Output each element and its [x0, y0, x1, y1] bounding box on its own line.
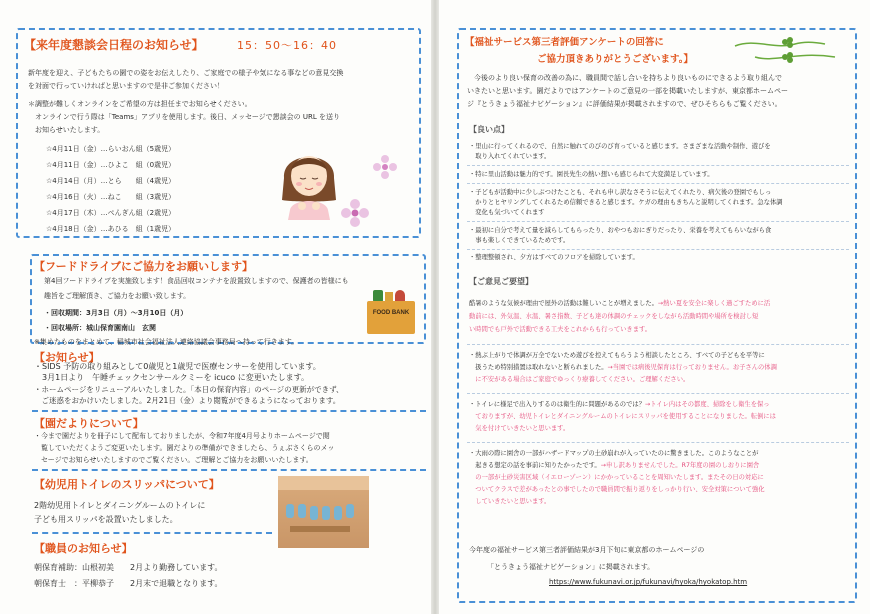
good-point: ・特に里山活動は魅力的です。園長先生の熱い想いも感じられて大変満足しています。: [469, 171, 714, 178]
result-line: 今年度の福祉サービス第三者評価結果が3月下旬に東京都のホームページの: [469, 546, 705, 554]
meeting-note-2: オンラインで行う際は「Teams」アプリを使用します。後日、メッセージで懇談会の URL を送り: [28, 113, 341, 121]
meeting-note-1: ＊調整が難しくオンラインをご希望の方は担任までお知らせください。: [28, 100, 252, 108]
meeting-note-3: お知らせいたします。: [28, 126, 105, 134]
good-point: 取り入れてくれています。: [469, 153, 551, 160]
opinion-line: ・トイレに様足で出入りするのは衛生的に問題があるのでは？→トイレ内はその都度、掃除をし衛生を保っ: [469, 401, 770, 408]
survey-title-2: ご協力頂きありがとうございます。】: [537, 54, 693, 65]
opinion-line: の一部が土砂災害区域（イエローゾーン）にかかっていることを周知いたします。またその日の対応に: [469, 474, 764, 481]
notice-line: ・ホームページをリニューアルいたしました。「本日の保育内容」のページの更新ができず、: [34, 385, 344, 394]
staff-line: 朝保育士 ：平柳恭子 2月末で退職となります。: [34, 579, 223, 588]
survey-intro: いきたいと思います。園だよりではアンケートのご意見の一部を掲載いたしますが、東京都ホームペー: [467, 87, 789, 95]
food-bank-illustration: [367, 290, 415, 334]
survey-intro: ジ『とうきょう福祉ナビゲーション』に評価結果が掲載されますので、ぜひそちらもご覧ください。: [467, 100, 782, 108]
schedule-item: ☆4月16日（火）…ねこ 組（3歳児）: [46, 193, 176, 201]
schedule-item: ☆4月11日（金）…らいおん組（5歳児）: [46, 145, 176, 153]
slippers-line: 子ども用スリッパを設置いたしました。: [34, 515, 178, 524]
survey-intro: 今後のより良い保育の改善の為に、職員間で話し合いを持ちより良いものにできるよう取り組んで: [467, 74, 782, 82]
divider: [32, 532, 272, 534]
good-point: 事も楽しくできているためです。: [469, 237, 570, 244]
opinion-title: 【ご意見ご要望】: [469, 277, 533, 286]
opinion-line: ておりますが、幼児トイレとダイニングルームのトイレにスリッパを使用することになりました。転倒には: [469, 413, 776, 420]
divider: [467, 249, 849, 250]
good-point: ・子どもが活動中に少しぶつけたことも、それも申し訳なさそうに伝えてくれたり、病欠後の登園でもしっ: [469, 189, 772, 196]
right-page: [439, 0, 870, 614]
opinion-line: 起きる想定の話を事前に知りたかったです。→申し訳ありませんでした。R7年度の園のしおりに園舎: [469, 462, 760, 469]
food-drive-place: ・回収場所：城山保育園南山 玄関: [44, 324, 156, 332]
good-point: 変化も気づいてくれます: [469, 209, 545, 216]
opinion-line: ついてクラスで差があったとの事でしたので職員間で振り返りをしっかり行い、安全対策について強化: [469, 486, 765, 493]
girl-illustration: [278, 140, 340, 220]
good-point: ・里山に行ってくれるので、自然に触れてのびのび育っていると感じます。さまざまな活動や制作、遊びを: [469, 143, 771, 150]
slippers-title: 【幼児用トイレのスリッパについて】: [34, 478, 220, 491]
opinion-line: に不安がある場合はご家庭でゆっくり療養してください。ご理解ください。: [469, 376, 690, 383]
divider: [467, 393, 849, 394]
flower-icon: [338, 196, 372, 230]
letter-line: ・今まで園だよりを冊子にして配布しておりましたが、令和7年度4月号よりホームページで閲: [34, 432, 330, 440]
divider: [467, 183, 849, 184]
good-points-title: 【良い点】: [469, 125, 509, 134]
meeting-intro-1: 新年度を迎え、子どもたちの園での姿をお伝えしたり、ご家庭での様子や気になる事などの意見交換: [28, 69, 344, 77]
navigation-link[interactable]: https://www.fukunavi.or.jp/fukunavi/hyoka/hyokatop.htm: [549, 578, 748, 586]
opinion-line: ・大雨の際に園舎の一部がハザードマップの土砂崩れが入っていたのに驚きました。このようなことが: [469, 450, 759, 457]
page-fold: [431, 0, 439, 614]
schedule-item: ☆4月17日（木）…ぺんぎん組（2歳児）: [46, 209, 176, 217]
notice-line: ご迷惑をおかけいたしました。2月21日（金）より閲覧ができるようになっております。: [34, 396, 341, 405]
letter-line: 覧していただくようご変更いたします。園だよりの準備ができましたら、うぇぶさくらのメッ: [34, 444, 335, 452]
divider: [32, 410, 426, 412]
slippers-photo: [278, 476, 369, 548]
food-drive-title: 【フードドライブにご協力をお願いします】: [34, 260, 254, 273]
notice-line: ・SIDS 予防の取り組みとして0歳児と1歳児で医療センサーを使用しています。: [34, 362, 321, 371]
food-drive-line: 第4回フードドライブを実施致します！食品回収コンテナを設置致しますので、保護者の皆様にも: [44, 277, 349, 285]
left-page: [0, 0, 431, 614]
flower-icon: [370, 152, 400, 182]
notice-title: 【お知らせ】: [34, 351, 100, 364]
clover-icon: [755, 49, 835, 65]
food-drive-line: 趣旨をご理解頂き、ご協力をお願い致します。: [44, 292, 191, 300]
divider: [32, 469, 426, 471]
meeting-intro-2: を対面で行っていければと思いますので是非ご参加ください！: [28, 82, 224, 90]
letter-line: セージでお知らせいたしますのでご覧ください。ご理解とご協力をお願いいたします。: [34, 456, 313, 464]
staff-title: 【職員のお知らせ】: [34, 542, 133, 555]
letter-title: 【園だよりについて】: [34, 417, 144, 430]
schedule-item: ☆4月14日（月）…とら 組（4歳児）: [46, 177, 176, 185]
good-point: かりとヒヤリングしてくれるため信頼できると感じます。ケガの理由もきちんと説明してくれます。急な体調: [469, 199, 783, 206]
notice-line: 3月1日より 午睡チェックセンサールクミーを icuco に変更いたします。: [34, 373, 310, 382]
result-line-2: 「とうきょう福祉ナビゲーション」に掲載されます。: [487, 563, 655, 571]
good-point: ・最初に自分で考えて量を減らしてもらったり、おやつもおにぎりだったり、栄養を考えてもらいながら食: [469, 227, 772, 234]
opinion-line: 扱うため特別措置は取れないと断られました。→当園では病後児保育は行っておりません。お子さんの体調: [469, 364, 777, 371]
divider: [467, 221, 849, 222]
opinion-line: 酷暑のような気候が理由で屋外の活動は難しいことが増えました。→熱い夏を安全に楽しく過ごすために活: [469, 300, 771, 307]
opinion-line: 気を付けていきたいと思います。: [469, 425, 570, 432]
divider: [467, 165, 849, 166]
schedule-item: ☆4月11日（金）…ひよこ 組（0歳児）: [46, 161, 176, 169]
food-drive-period: ・回収期間：3月3日（月）〜3月10日（月）: [44, 309, 188, 317]
meeting-time: 15：50〜16：40: [237, 39, 337, 52]
food-bank-label: FOOD BANK: [372, 310, 410, 316]
divider: [467, 442, 849, 443]
good-point: ・整理整頓され、夕方はすべてのフロアを掃除しています。: [469, 254, 639, 261]
opinion-line: していきたいと思います。: [469, 498, 551, 505]
opinion-line: ・熱ぶ上がりで体調が万全でないため遊びを控えてもらうよう相談したところ、すべての子どもを平等に: [469, 352, 765, 359]
slippers-line: 2階幼児用トイレとダイニングルームのトイレに: [34, 501, 206, 510]
survey-title-1: 【福祉サービス第三者評価アンケートの回答に: [465, 37, 664, 48]
opinion-line: い時間でも戸外で活動できる工夫をこれからも行っていきます。: [469, 326, 652, 333]
food-drive-after: ※集めたものをまとめて、稲城市社会福祉法人連絡協議会事務局へ持って行きます。: [34, 338, 299, 346]
staff-line: 朝保育補助：山根初美 2月より勤務しています。: [34, 563, 223, 572]
schedule-item: ☆4月18日（金）…あひる 組（1歳児）: [46, 225, 176, 233]
divider: [467, 344, 849, 345]
meeting-title: 【来年度懇談会日程のお知らせ】: [24, 38, 204, 52]
opinion-line: 動前には、外気温、水温、暑さ指数、子ども達の体調のチェックをしながら活動時間や場所を検討し短: [469, 313, 759, 320]
